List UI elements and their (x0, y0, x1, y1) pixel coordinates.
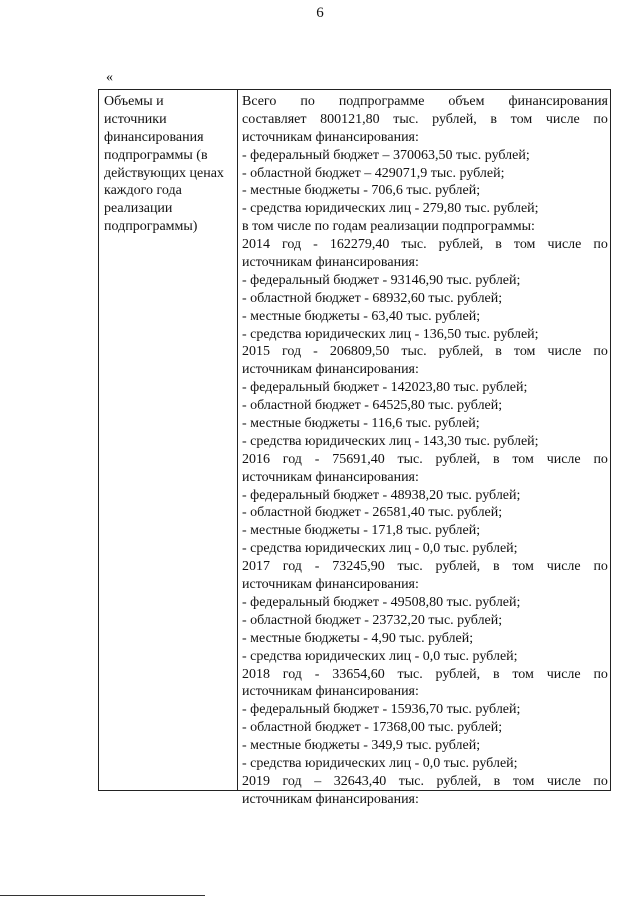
funding-word: рублей, (435, 666, 481, 682)
funding-word: год (282, 344, 302, 360)
funding-word: 2016 (242, 451, 270, 467)
funding-word: в (493, 773, 501, 789)
funding-word: числе (546, 666, 581, 682)
funding-word: тыс. (401, 344, 427, 360)
funding-word: тыс. (397, 666, 423, 682)
page-number: 6 (316, 5, 324, 21)
funding-word: по (593, 773, 608, 789)
funding-word: 2014 (242, 237, 270, 253)
funding-word: том (513, 237, 536, 253)
funding-word: рублей, (436, 773, 482, 789)
funding-word: числе (546, 451, 581, 467)
funding-line: - областной бюджет - 17368,00 тыс. рублей; (242, 720, 503, 736)
funding-word: подпрограмме (338, 94, 425, 109)
funding-word: год (282, 451, 302, 467)
funding-word: 73245,90 (332, 559, 385, 575)
funding-word: 800121,80 (320, 111, 380, 127)
funding-line: источникам финансирования: (242, 791, 419, 807)
funding-word: 2018 (242, 666, 270, 682)
funding-word: в (492, 666, 500, 682)
funding-word: - (314, 451, 320, 467)
funding-word: числе (546, 773, 581, 789)
funding-line: - областной бюджет - 26581,40 тыс. рублей; (242, 505, 503, 521)
funding-word: по (593, 451, 608, 467)
funding-word: составляет (242, 111, 307, 127)
funding-word: в (490, 111, 498, 127)
funding-line: источникам финансирования: (242, 255, 419, 271)
funding-line: - средства юридических лиц - 0,0 тыс. рублей; (242, 755, 518, 771)
funding-word: том (513, 344, 536, 360)
funding-line: источникам финансирования: (242, 469, 419, 485)
funding-word: по (593, 666, 608, 682)
funding-line: - средства юридических лиц - 0,0 тыс. рублей; (242, 541, 518, 557)
funding-word: в (492, 451, 500, 467)
funding-word: год (282, 559, 302, 575)
opening-quote-mark: « (106, 70, 113, 85)
funding-line: - средства юридических лиц - 279,80 тыс. рублей; (242, 201, 539, 217)
funding-line: - федеральный бюджет – 370063,50 тыс. рублей; (242, 147, 530, 163)
funding-line: - областной бюджет - 64525,80 тыс. рублей; (242, 398, 503, 414)
funding-word: рублей, (435, 451, 481, 467)
funding-word: по (300, 94, 315, 109)
funding-line: в том числе по годам реализации подпрограммы: (242, 219, 535, 235)
funding-line (242, 558, 608, 576)
funding-word: объем (448, 94, 485, 109)
funding-word: тыс. (401, 237, 427, 253)
funding-word: в (495, 237, 502, 253)
funding-word: тыс. (397, 559, 423, 575)
funding-word: – (314, 773, 322, 789)
funding-line: - федеральный бюджет - 15936,70 тыс. рублей; (242, 702, 521, 718)
funding-details-cell (242, 93, 608, 809)
table-header-cell (104, 93, 232, 236)
funding-word: тыс. (398, 773, 424, 789)
header-line: реализации (104, 201, 173, 217)
funding-word: в (492, 559, 500, 575)
funding-word: рублей, (432, 111, 477, 127)
header-line: действующих ценах (104, 165, 224, 181)
funding-word: 162279,40 (329, 237, 390, 253)
funding-word: год (282, 773, 302, 789)
funding-word: - (314, 559, 320, 575)
funding-line (242, 93, 608, 111)
funding-line (242, 236, 608, 254)
funding-word: 32643,40 (333, 773, 387, 789)
funding-word: рублей, (438, 237, 484, 253)
funding-word: 2015 (242, 344, 270, 360)
funding-line: - местные бюджеты - 706,6 тыс. рублей; (242, 183, 481, 199)
funding-line: - средства юридических лиц - 136,50 тыс. рублей; (242, 326, 539, 342)
funding-word: по (593, 559, 608, 575)
funding-line: - областной бюджет - 23732,20 тыс. рублей; (242, 612, 503, 628)
funding-line: источникам финансирования: (242, 684, 419, 700)
funding-word: 2017 (242, 559, 270, 575)
funding-word: по (593, 111, 608, 127)
funding-table (98, 89, 611, 807)
funding-line (242, 111, 608, 129)
funding-word: том (512, 666, 534, 682)
funding-word: 75691,40 (332, 451, 385, 467)
funding-line: - областной бюджет – 429071,9 тыс. рублей; (242, 165, 505, 181)
funding-line: - местные бюджеты - 116,6 тыс. рублей; (242, 416, 480, 432)
funding-line: - местные бюджеты - 349,9 тыс. рублей; (242, 738, 481, 754)
funding-line: - федеральный бюджет - 49508,80 тыс. рублей; (242, 594, 521, 610)
funding-word: числе (547, 344, 582, 360)
funding-word: - (314, 666, 320, 682)
funding-line: - местные бюджеты - 4,90 тыс. рублей; (242, 630, 474, 646)
funding-word: 206809,50 (329, 344, 390, 360)
footer-rule (0, 895, 205, 896)
funding-word: - (313, 344, 318, 360)
funding-word: Всего (242, 94, 277, 109)
funding-word: 33654,60 (332, 666, 385, 682)
funding-word: по (593, 237, 608, 253)
funding-word: том (512, 773, 535, 789)
funding-word: том (512, 451, 534, 467)
funding-line: - местные бюджеты - 63,40 тыс. рублей; (242, 308, 481, 324)
funding-line: - федеральный бюджет - 142023,80 тыс. рублей; (242, 380, 528, 396)
funding-word: рублей, (435, 559, 481, 575)
funding-word: том (512, 559, 534, 575)
funding-word: тыс. (397, 451, 423, 467)
column-divider (237, 90, 238, 790)
funding-line: источникам финансирования: (242, 362, 419, 378)
funding-line (242, 343, 608, 361)
header-line: финансирования (104, 129, 204, 145)
funding-line: - федеральный бюджет - 48938,20 тыс. рублей; (242, 487, 521, 503)
funding-line: - местные бюджеты - 171,8 тыс. рублей; (242, 523, 481, 539)
funding-line (242, 451, 608, 469)
funding-word: по (593, 344, 608, 360)
funding-word: 2019 (242, 773, 270, 789)
funding-line: источникам финансирования: (242, 577, 419, 593)
header-line: Объемы и (104, 94, 164, 109)
funding-line (242, 666, 608, 684)
header-line: подпрограммы) (104, 219, 198, 235)
funding-line: - федеральный бюджет - 93146,90 тыс. рублей; (242, 272, 521, 288)
funding-word: - (313, 237, 318, 253)
funding-word: год (282, 237, 302, 253)
funding-line: - средства юридических лиц - 0,0 тыс. рублей; (242, 648, 518, 664)
funding-word: финансирования (508, 94, 608, 109)
funding-line: - средства юридических лиц - 143,30 тыс. рублей; (242, 433, 539, 449)
funding-line: - областной бюджет - 68932,60 тыс. рублей; (242, 290, 503, 306)
funding-line (242, 773, 608, 791)
funding-word: том (510, 111, 533, 127)
header-line: каждого года (104, 183, 182, 199)
funding-word: числе (547, 237, 582, 253)
funding-word: тыс. (393, 111, 419, 127)
funding-word: год (282, 666, 302, 682)
header-line: подпрограммы (в (104, 147, 208, 163)
funding-word: числе (546, 559, 581, 575)
funding-line: источникам финансирования: (242, 129, 419, 145)
funding-word: числе (545, 111, 580, 127)
header-line: источники (104, 111, 167, 127)
funding-word: в (495, 344, 502, 360)
funding-word: рублей, (438, 344, 484, 360)
